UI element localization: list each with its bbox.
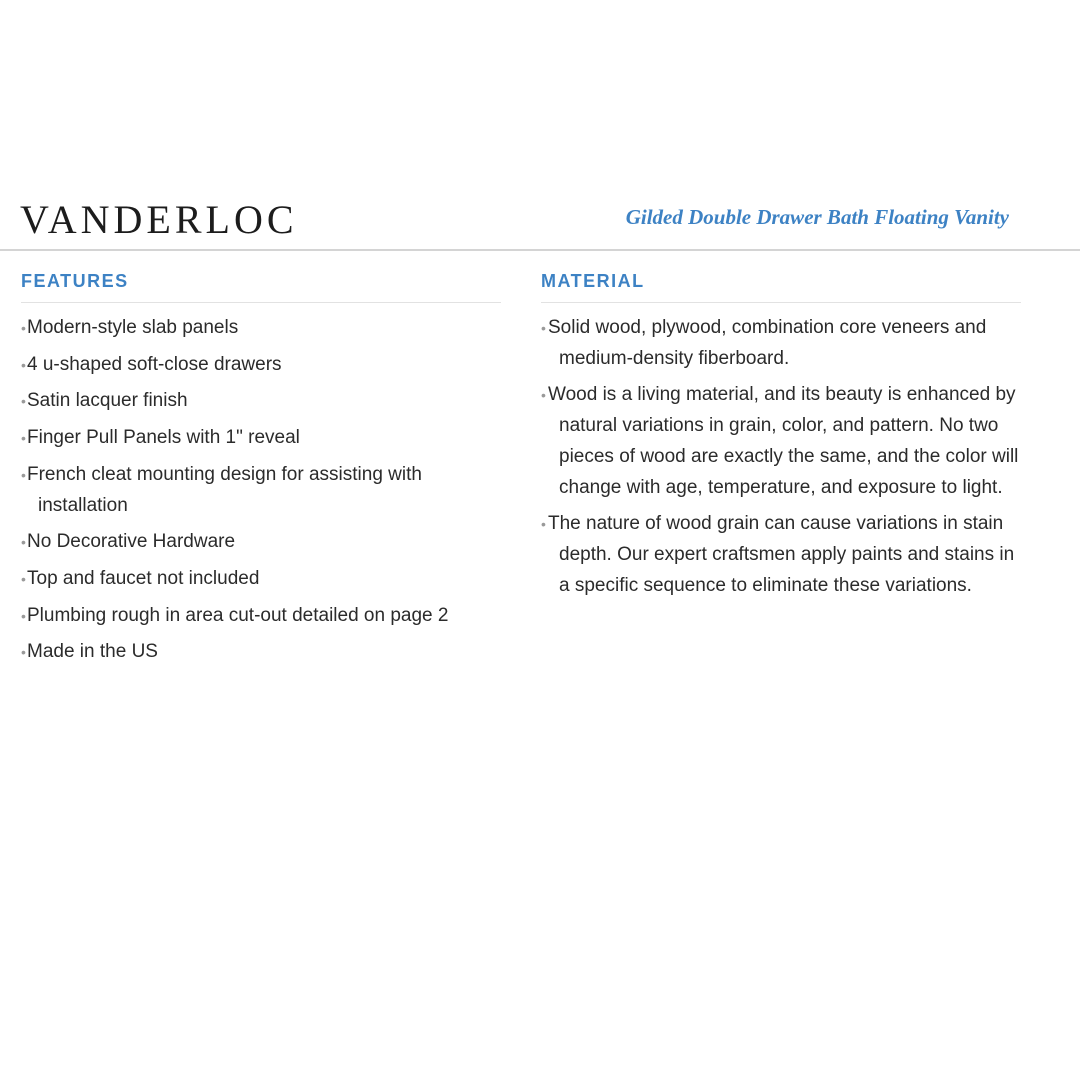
bullet-icon: • [21,466,26,483]
bullet-icon: • [21,320,26,336]
features-list [21,313,501,668]
bullet-icon: • [21,570,26,587]
list-item [21,637,501,668]
bullet-icon: • [21,430,26,447]
bullet-icon: • [541,320,546,336]
list-item [21,460,501,521]
list-item [21,313,501,344]
list-item [541,313,1021,374]
list-item [21,423,501,454]
list-item-text: Satin lacquer finish [27,390,188,412]
list-item-text: No Decorative Hardware [27,531,236,553]
list-item [21,564,501,595]
bullet-icon: • [21,607,26,624]
list-item-text: French cleat mounting design for assisting with installation [27,463,422,516]
list-item [21,527,501,558]
list-item-text: The nature of wood grain can cause variations in stain depth. Our expert craftsmen apply paints and stains in a specific sequence to eliminate these variations. [548,513,1015,596]
material-section [541,268,1021,607]
list-item [21,386,501,417]
list-item [541,509,1021,601]
list-item-text: Wood is a living material, and its beauty is enhanced by natural variations in grain, color, and pattern. No two pieces of wood are exactly the same, and the color will change with age, temperature, and exposure to light. [548,384,1019,498]
list-item [21,350,501,381]
product-title: Gilded Double Drawer Bath Floating Vanity [625,205,1009,229]
brand-logo: VANDERLOC [20,197,298,242]
list-item-text: Top and faucet not included [27,567,260,589]
bullet-icon: • [541,516,546,533]
bullet-icon: • [21,393,26,410]
features-section [21,268,501,674]
list-item [21,601,501,632]
material-heading: MATERIAL [541,271,645,291]
header-divider [0,249,1080,251]
bullet-icon: • [541,387,546,404]
features-heading: FEATURES [21,271,129,291]
material-list [541,313,1021,601]
list-item-text: Plumbing rough in area cut-out detailed on page 2 [27,604,449,626]
material-divider [541,302,1021,303]
list-item-text: 4 u-shaped soft-close drawers [27,353,282,375]
list-item-text: Modern-style slab panels [27,317,239,338]
bullet-icon: • [21,356,26,373]
list-item-text: Solid wood, plywood, combination core veneers and medium-density fiberboard. [548,317,987,369]
list-item-text: Finger Pull Panels with 1" reveal [27,427,300,449]
bullet-icon: • [21,534,26,551]
list-item [541,380,1021,503]
features-divider [21,302,501,303]
list-item-text: Made in the US [27,641,158,663]
bullet-icon: • [21,644,26,661]
